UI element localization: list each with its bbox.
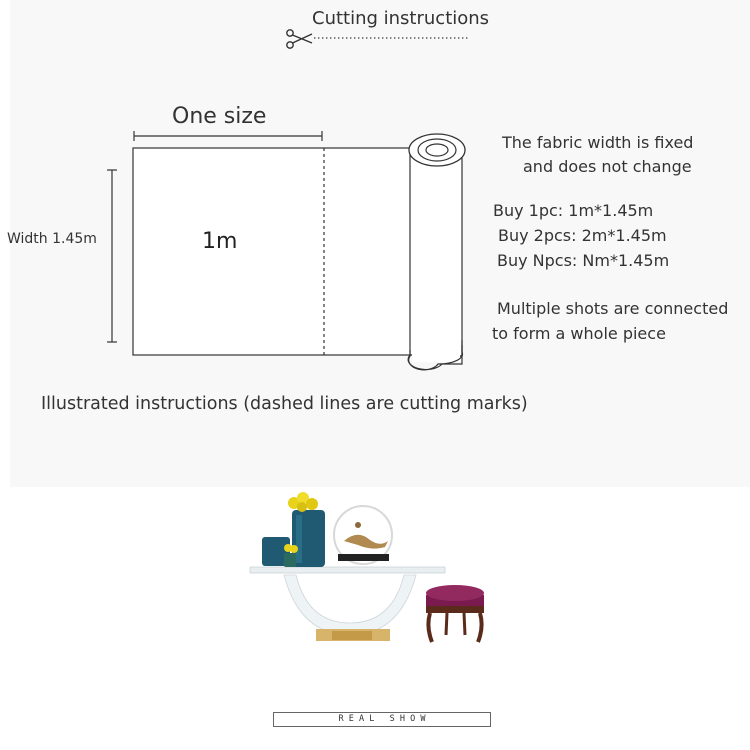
product-showcase-image	[240, 485, 510, 660]
width-label: Width 1.45m	[7, 231, 97, 247]
fixed-width-note-line2: and does not change	[523, 157, 692, 176]
fabric-roll	[408, 134, 465, 370]
real-show-label: R E A L S H O W	[338, 714, 426, 724]
one-size-label: One size	[172, 104, 267, 129]
page-title: Cutting instructions	[312, 8, 490, 29]
connect-note-line1: Multiple shots are connected	[497, 299, 729, 318]
buy-1pc-note: Buy 1pc: 1m*1.45m	[493, 201, 654, 220]
illustration-caption: Illustrated instructions (dashed lines are cutting marks)	[41, 394, 528, 414]
fabric-sheet	[133, 148, 423, 355]
real-show-banner	[273, 712, 491, 727]
buy-2pcs-note: Buy 2pcs: 2m*1.45m	[498, 226, 667, 245]
one-size-dimension	[134, 131, 322, 141]
fixed-width-note-line1: The fabric width is fixed	[502, 133, 694, 152]
buy-npcs-note: Buy Npcs: Nm*1.45m	[497, 251, 670, 270]
piece-length-label: 1m	[202, 229, 238, 254]
fabric-diagram	[0, 0, 480, 380]
connect-note-line2: to form a whole piece	[492, 324, 666, 343]
width-dimension	[107, 170, 117, 342]
